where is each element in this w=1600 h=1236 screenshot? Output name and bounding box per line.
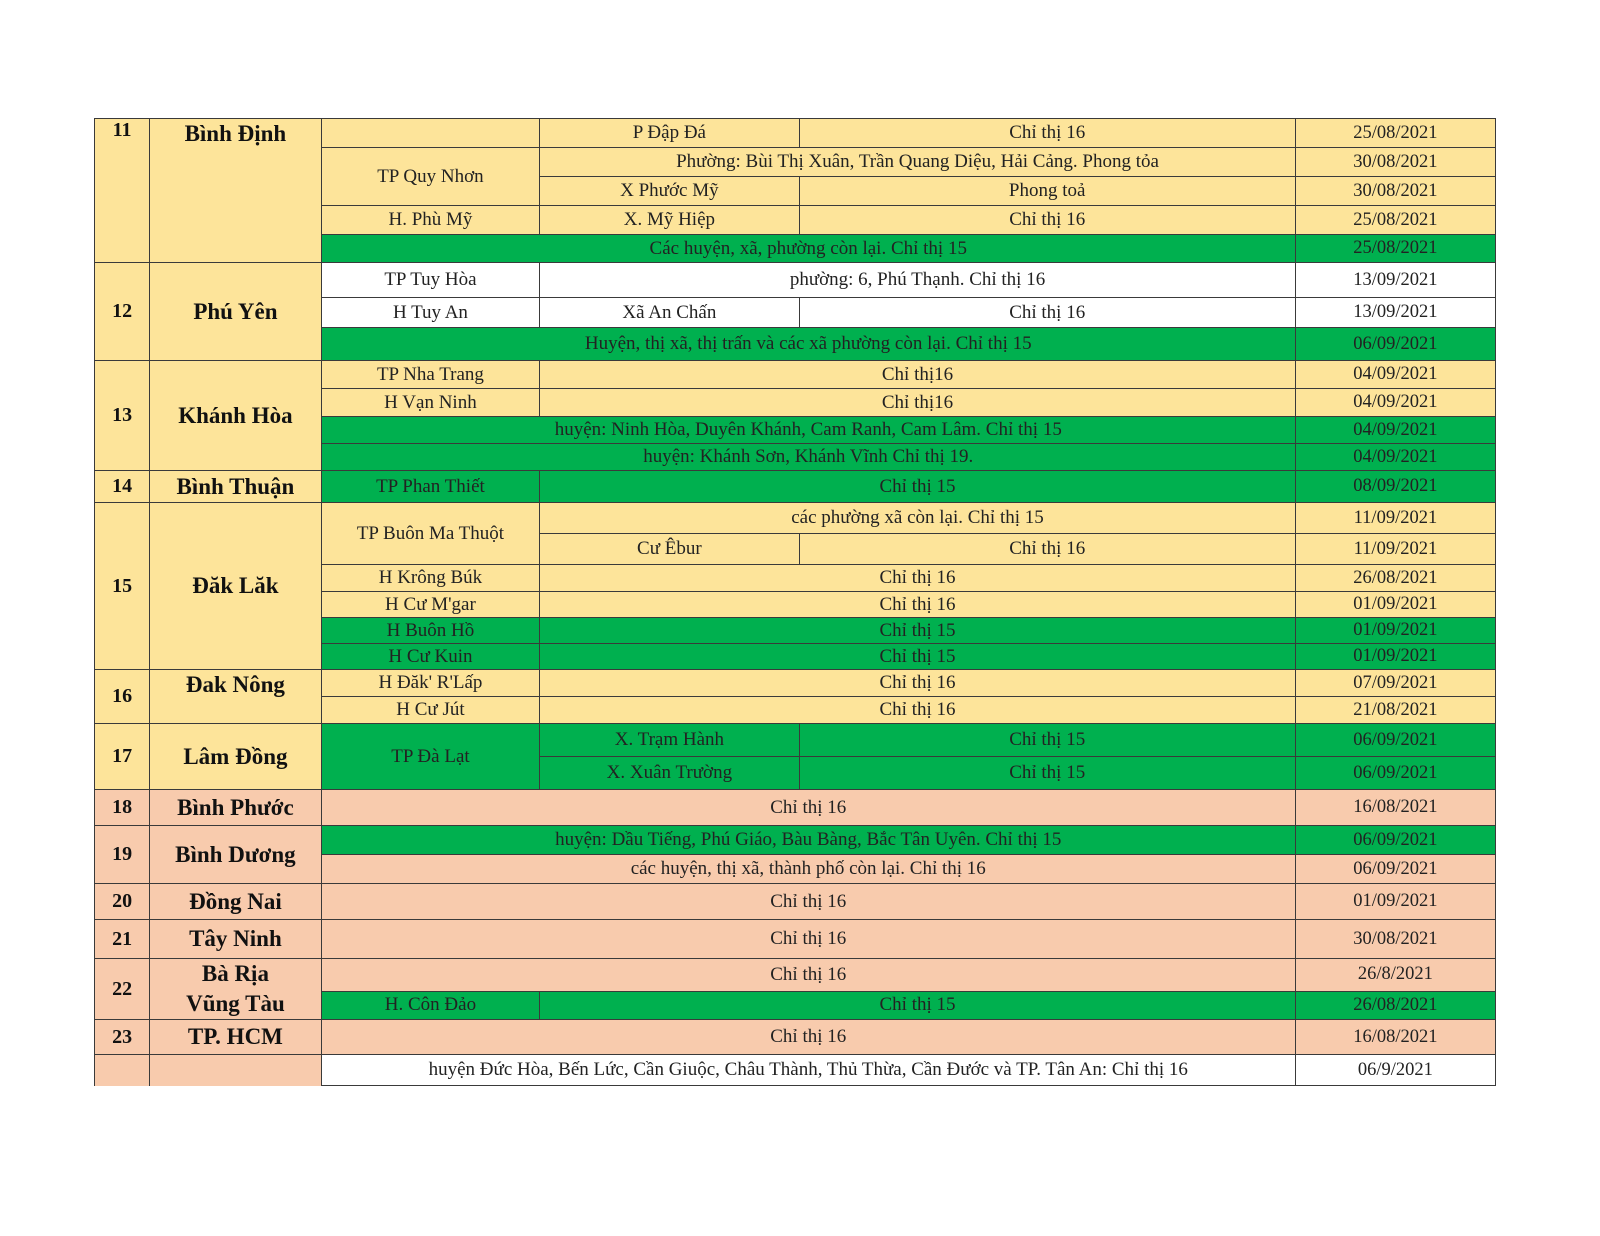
- measure-cell: Huyện, thị xã, thị trấn và các xã phường còn lại. Chỉ thị 15: [321, 328, 1295, 361]
- date-cell: 11/09/2021: [1295, 503, 1495, 534]
- province-name: Bình Thuận: [150, 471, 322, 503]
- measure-cell: Chỉ thị 16: [321, 790, 1295, 826]
- row-number: 16: [95, 670, 150, 724]
- date-cell: 13/09/2021: [1295, 298, 1495, 328]
- province-name: Phú Yên: [150, 263, 322, 361]
- district-cell: TP Buôn Ma Thuột: [321, 503, 540, 565]
- province-name: Đăk Lăk: [150, 503, 322, 670]
- date-cell: 04/09/2021: [1295, 389, 1495, 417]
- measure-cell: huyện: Dầu Tiếng, Phú Giáo, Bàu Bàng, Bắc Tân Uyên. Chỉ thị 15: [321, 826, 1295, 855]
- district-cell: H. Côn Đảo: [321, 991, 540, 1019]
- date-cell: 13/09/2021: [1295, 263, 1495, 298]
- district-cell: H Cư Jút: [321, 697, 540, 724]
- province-name: [150, 959, 322, 1020]
- date-cell: 01/09/2021: [1295, 592, 1495, 618]
- date-cell: 30/08/2021: [1295, 920, 1495, 959]
- province-name: Khánh Hòa: [150, 361, 322, 471]
- measure-cell: phường: 6, Phú Thạnh. Chỉ thị 16: [540, 263, 1296, 298]
- date-cell: 06/09/2021: [1295, 724, 1495, 757]
- date-cell: 26/08/2021: [1295, 991, 1495, 1019]
- directive-cell: Chỉ thị16: [540, 361, 1296, 389]
- province-name: Bình Dương: [150, 826, 322, 884]
- district-cell: H Cư M'gar: [321, 592, 540, 618]
- directive-cell: Chỉ thị 15: [540, 991, 1296, 1019]
- directive-cell: Chỉ thị 16: [799, 206, 1295, 235]
- subarea-cell: X. Xuân Trường: [540, 757, 799, 790]
- row-number: 20: [95, 884, 150, 920]
- row-number: 18: [95, 790, 150, 826]
- date-cell: 06/09/2021: [1295, 826, 1495, 855]
- restriction-table: [94, 118, 1496, 1086]
- measure-cell: huyện: Ninh Hòa, Duyên Khánh, Cam Ranh, Cam Lâm. Chỉ thị 15: [321, 417, 1295, 444]
- date-cell: 30/08/2021: [1295, 177, 1495, 206]
- date-cell: 26/08/2021: [1295, 565, 1495, 592]
- measure-cell: huyện Đức Hòa, Bến Lức, Cần Giuộc, Châu Thành, Thủ Thừa, Cần Đước và TP. Tân An: Chỉ thị 16: [321, 1055, 1295, 1086]
- directive-cell: Chỉ thị 15: [799, 724, 1295, 757]
- province-name-line1: Bà Rịa: [201, 961, 269, 986]
- date-cell: 25/08/2021: [1295, 119, 1495, 148]
- measure-cell: các huyện, thị xã, thành phố còn lại. Chỉ thị 16: [321, 855, 1295, 884]
- directive-cell: Phong toả: [799, 177, 1295, 206]
- directive-cell: Chỉ thị 16: [799, 298, 1295, 328]
- date-cell: 25/08/2021: [1295, 206, 1495, 235]
- province-name: Bình Phước: [150, 790, 322, 826]
- province-name: Đồng Nai: [150, 884, 322, 920]
- measure-cell: Chỉ thị 16: [321, 884, 1295, 920]
- directive-cell: Chỉ thị 15: [799, 757, 1295, 790]
- date-cell: 08/09/2021: [1295, 471, 1495, 503]
- district-cell: H Đăk' R'Lấp: [321, 670, 540, 697]
- province-name: Tây Ninh: [150, 920, 322, 959]
- district-cell: H Krông Búk: [321, 565, 540, 592]
- province-name: [150, 1055, 322, 1086]
- subarea-cell: Xã An Chấn: [540, 298, 799, 328]
- measure-cell: Chỉ thị 16: [321, 920, 1295, 959]
- district-cell: [321, 119, 540, 148]
- subarea-cell: Cư Êbur: [540, 534, 799, 565]
- date-cell: 06/09/2021: [1295, 757, 1495, 790]
- date-cell: 06/09/2021: [1295, 328, 1495, 361]
- district-cell: TP Tuy Hòa: [321, 263, 540, 298]
- measure-cell: Các huyện, xã, phường còn lại. Chỉ thị 15: [321, 235, 1295, 263]
- province-name: TP. HCM: [150, 1020, 322, 1055]
- district-cell: H. Phù Mỹ: [321, 206, 540, 235]
- date-cell: 01/09/2021: [1295, 618, 1495, 644]
- row-number: 23: [95, 1020, 150, 1055]
- covid-restriction-table: [94, 118, 1496, 1086]
- measure-cell: huyện: Khánh Sơn, Khánh Vĩnh Chỉ thị 19.: [321, 444, 1295, 471]
- row-number: 17: [95, 724, 150, 790]
- date-cell: 25/08/2021: [1295, 235, 1495, 263]
- date-cell: 01/09/2021: [1295, 884, 1495, 920]
- row-number: 19: [95, 826, 150, 884]
- district-cell: H Tuy An: [321, 298, 540, 328]
- date-cell: 04/09/2021: [1295, 417, 1495, 444]
- district-cell: TP Đà Lạt: [321, 724, 540, 790]
- directive-cell: Chỉ thị16: [540, 389, 1296, 417]
- date-cell: 16/08/2021: [1295, 790, 1495, 826]
- measure-cell: Chỉ thị 16: [321, 959, 1295, 992]
- date-cell: 16/08/2021: [1295, 1020, 1495, 1055]
- date-cell: 04/09/2021: [1295, 361, 1495, 389]
- subarea-cell: X. Mỹ Hiệp: [540, 206, 799, 235]
- date-cell: 04/09/2021: [1295, 444, 1495, 471]
- directive-cell: Chỉ thị 15: [540, 618, 1296, 644]
- province-name: Đak Nông: [150, 670, 322, 724]
- district-cell: TP Quy Nhơn: [321, 148, 540, 206]
- subarea-cell: P Đập Đá: [540, 119, 799, 148]
- directive-cell: Chỉ thị 16: [540, 670, 1296, 697]
- date-cell: 07/09/2021: [1295, 670, 1495, 697]
- measure-cell: các phường xã còn lại. Chỉ thị 15: [540, 503, 1296, 534]
- date-cell: 30/08/2021: [1295, 148, 1495, 177]
- province-name-line2: Vũng Tàu: [186, 991, 285, 1016]
- date-cell: 26/8/2021: [1295, 959, 1495, 992]
- directive-cell: Chỉ thị 16: [540, 592, 1296, 618]
- province-name: Lâm Đồng: [150, 724, 322, 790]
- district-cell: TP Phan Thiết: [321, 471, 540, 503]
- measure-cell: Chỉ thị 16: [321, 1020, 1295, 1055]
- date-cell: 11/09/2021: [1295, 534, 1495, 565]
- district-cell: H Vạn Ninh: [321, 389, 540, 417]
- directive-cell: Chỉ thị 15: [540, 471, 1296, 503]
- date-cell: 06/9/2021: [1295, 1055, 1495, 1086]
- province-name: Bình Định: [150, 119, 322, 263]
- directive-cell: Chỉ thị 15: [540, 644, 1296, 670]
- directive-cell: Chỉ thị 16: [799, 119, 1295, 148]
- subarea-cell: X Phước Mỹ: [540, 177, 799, 206]
- date-cell: 21/08/2021: [1295, 697, 1495, 724]
- date-cell: 01/09/2021: [1295, 644, 1495, 670]
- directive-cell: Chỉ thị 16: [799, 534, 1295, 565]
- district-cell: H Cư Kuin: [321, 644, 540, 670]
- row-number: 13: [95, 361, 150, 471]
- subarea-cell: X. Trạm Hành: [540, 724, 799, 757]
- row-number: 22: [95, 959, 150, 1020]
- directive-cell: Chỉ thị 16: [540, 697, 1296, 724]
- measure-cell: Phường: Bùi Thị Xuân, Trần Quang Diệu, Hải Cảng. Phong tỏa: [540, 148, 1296, 177]
- district-cell: H Buôn Hồ: [321, 618, 540, 644]
- row-number: 21: [95, 920, 150, 959]
- row-number: 14: [95, 471, 150, 503]
- row-number: [95, 1055, 150, 1086]
- directive-cell: Chỉ thị 16: [540, 565, 1296, 592]
- date-cell: 06/09/2021: [1295, 855, 1495, 884]
- row-number: 11: [95, 119, 150, 263]
- row-number: 15: [95, 503, 150, 670]
- district-cell: TP Nha Trang: [321, 361, 540, 389]
- row-number: 12: [95, 263, 150, 361]
